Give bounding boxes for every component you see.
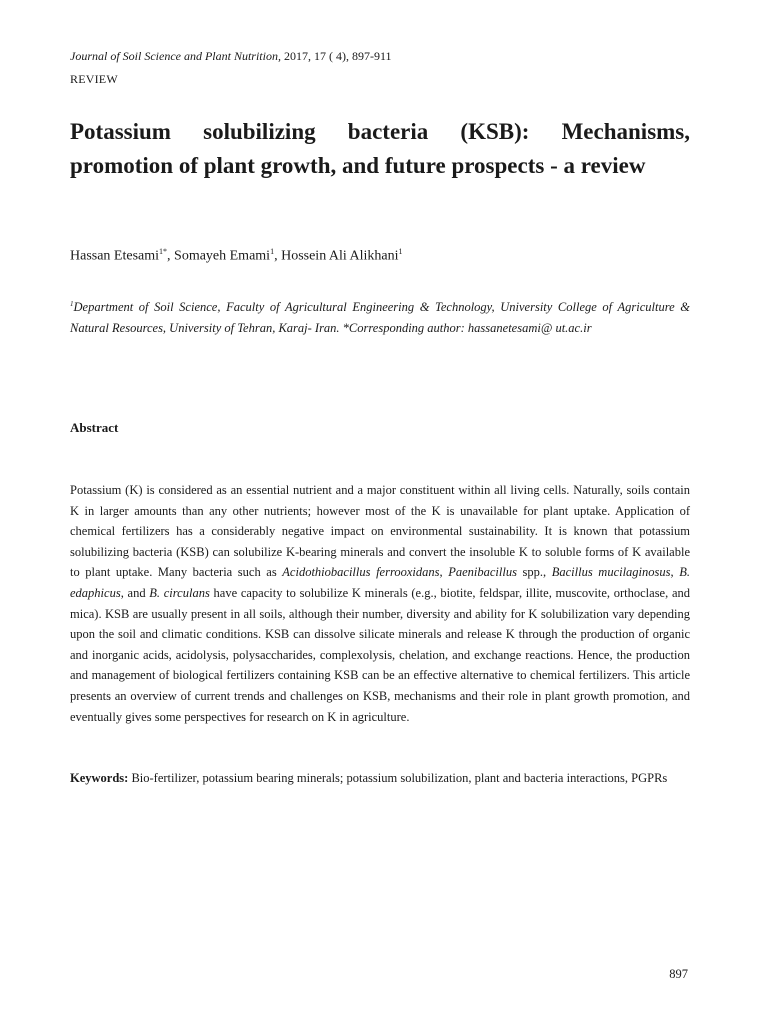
species-name: B. edaphicus	[70, 565, 690, 600]
abstract-text: Potassium (K) is considered as an essential nutrient and a major constituent within all living cells. Naturally, soils contain K in larger amounts than any other nutrients; however most of the K is unavailable for plant uptake. Application of chemical fertilizers has a considerably negative impact on environmental sustainability. It is known that potassium solubilizing bacteria (KSB) can solubilize K-bearing minerals and convert the insoluble K to soluble forms of K available to plant uptake. Many bacteria such as	[70, 483, 690, 580]
abstract-text: , and	[120, 585, 150, 600]
affiliation-mark: 1	[70, 300, 74, 308]
author-name: Hassan Etesami	[70, 248, 160, 264]
species-name: Acidothiobacillus ferrooxidans, Paenibacillus	[282, 565, 517, 580]
author-separator: ,	[167, 248, 175, 264]
abstract-heading: Abstract	[70, 420, 119, 435]
keywords-text: Bio-fertilizer, potassium bearing minerals; potassium solubilization, plant and bacteria interactions, PGPRs	[128, 771, 668, 785]
affiliation-text: Department of Soil Science, Faculty of Agricultural Engineering & Technology, University College of Agriculture & Natural Resources, University of Tehran, Karaj- Iran. *Corresponding author: hassanetesami@ ut.ac.ir	[70, 300, 690, 336]
abstract-paragraph	[70, 480, 690, 727]
author-affiliation-mark: 1	[398, 247, 403, 256]
keywords-label: Keywords:	[70, 771, 129, 785]
author-affiliation-mark: 1	[270, 247, 275, 256]
author-affiliation-mark: 1*	[159, 247, 168, 256]
abstract-text: have capacity to solubilize K minerals (e.g., biotite, feldspar, illite, muscovite, orthoclase, and mica). KSB are usually present in all soils, although their number, diversity and ability for K solubilization vary depending upon the soil and climatic conditions. KSB can dissolve silicate minerals and release K through the production of organic and inorganic acids, acidolysis, polysaccharides, complexolysis, chelation, and exchange reactions. Hence, the production and management of biological fertilizers containing KSB can be an effective alternative to chemical fertilizers. This article presents an overview of current trends and challenges on KSB, mechanisms and their role in plant growth promotion, and eventually gives some perspectives for research on K in agriculture.	[70, 585, 690, 724]
article-title: Potassium solubilizing bacteria (KSB): Mechanisms, promotion of plant growth, and future prospects - a review	[70, 119, 690, 178]
article-type-label: REVIEW	[70, 72, 118, 86]
keywords-paragraph	[70, 768, 690, 789]
journal-name: Journal of Soil Science and Plant Nutrition,	[70, 49, 281, 63]
species-name: Bacillus mucilaginosus	[551, 565, 671, 580]
page-number: 897	[669, 967, 688, 981]
affiliation-block	[70, 294, 690, 339]
author-name: Somayeh Emami	[174, 248, 271, 264]
abstract-text: ,	[670, 565, 680, 580]
author-name: Hossein Ali Alikhani	[281, 248, 399, 264]
journal-volume-pages: 2017, 17 ( 4), 897-911	[280, 49, 392, 63]
author-list	[70, 243, 403, 266]
journal-citation	[70, 48, 392, 64]
species-name: B. circulans	[149, 585, 210, 600]
abstract-text: spp.,	[516, 565, 552, 580]
author-separator: ,	[274, 248, 282, 264]
